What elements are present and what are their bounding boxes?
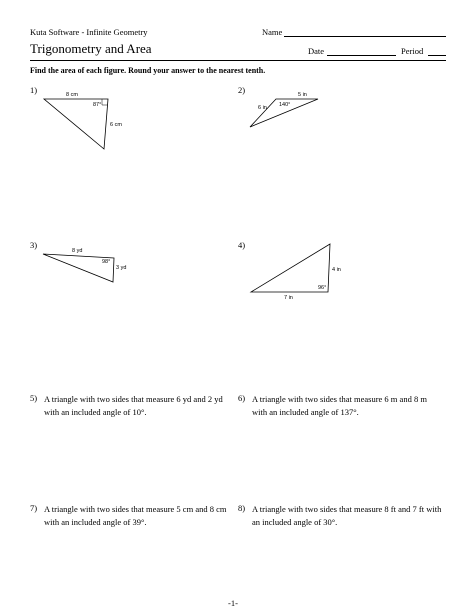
problem-2-label-top: 5 in (298, 92, 307, 98)
problem-7-text: A triangle with two sides that measure 5 cm and 8 cm with an included angle of 39°. (44, 504, 227, 527)
problem-3-label-right: 3 yd (116, 265, 127, 271)
problem-4-number: 4) (238, 240, 246, 250)
date-label: Date (308, 46, 325, 56)
page-number: -1- (228, 598, 238, 608)
problem-4-triangle (248, 240, 348, 305)
problem-2-label-angle: 140° (279, 102, 291, 108)
name-label: Name (262, 27, 283, 37)
publisher-text: Kuta Software - Infinite Geometry (30, 27, 148, 37)
problem-4-label-angle: 96° (318, 285, 327, 291)
problem-8-number: 8) (238, 503, 246, 513)
problem-8-text: A triangle with two sides that measure 8 ft and 7 ft with an included angle of 30°. (252, 504, 442, 527)
header-divider (30, 60, 446, 61)
problem-3-label-top: 8 yd (72, 248, 83, 254)
page-title: Trigonometry and Area (30, 41, 152, 56)
problem-1-number: 1) (30, 85, 38, 95)
problem-1-triangle (40, 85, 140, 155)
name-blank-line[interactable] (284, 36, 446, 37)
problem-5-number: 5) (30, 393, 38, 403)
problem-6-number: 6) (238, 393, 246, 403)
problem-5-text: A triangle with two sides that measure 6 yd and 2 yd with an included angle of 10°. (44, 394, 223, 417)
period-blank-line[interactable] (428, 55, 446, 56)
problem-6-text: A triangle with two sides that measure 6 m and 8 m with an included angle of 137°. (252, 394, 427, 417)
instructions-text: Find the area of each figure. Round your answer to the nearest tenth. (30, 66, 266, 75)
problem-2-triangle (248, 85, 348, 135)
problem-2-number: 2) (238, 85, 246, 95)
problem-4-label-bottom: 7 in (284, 295, 293, 301)
problem-7-number: 7) (30, 503, 38, 513)
problem-4-label-right: 4 in (332, 267, 341, 273)
problem-1-label-top: 8 cm (66, 92, 78, 98)
problem-3-triangle (40, 240, 140, 290)
problem-1-label-angle: 87° (93, 102, 102, 108)
date-blank-line[interactable] (327, 55, 396, 56)
period-label: Period (401, 46, 424, 56)
problem-1-label-right: 6 cm (110, 122, 122, 128)
problem-3-number: 3) (30, 240, 38, 250)
problem-2-label-left: 6 in (258, 105, 267, 111)
problem-3-label-angle: 98° (102, 259, 111, 265)
